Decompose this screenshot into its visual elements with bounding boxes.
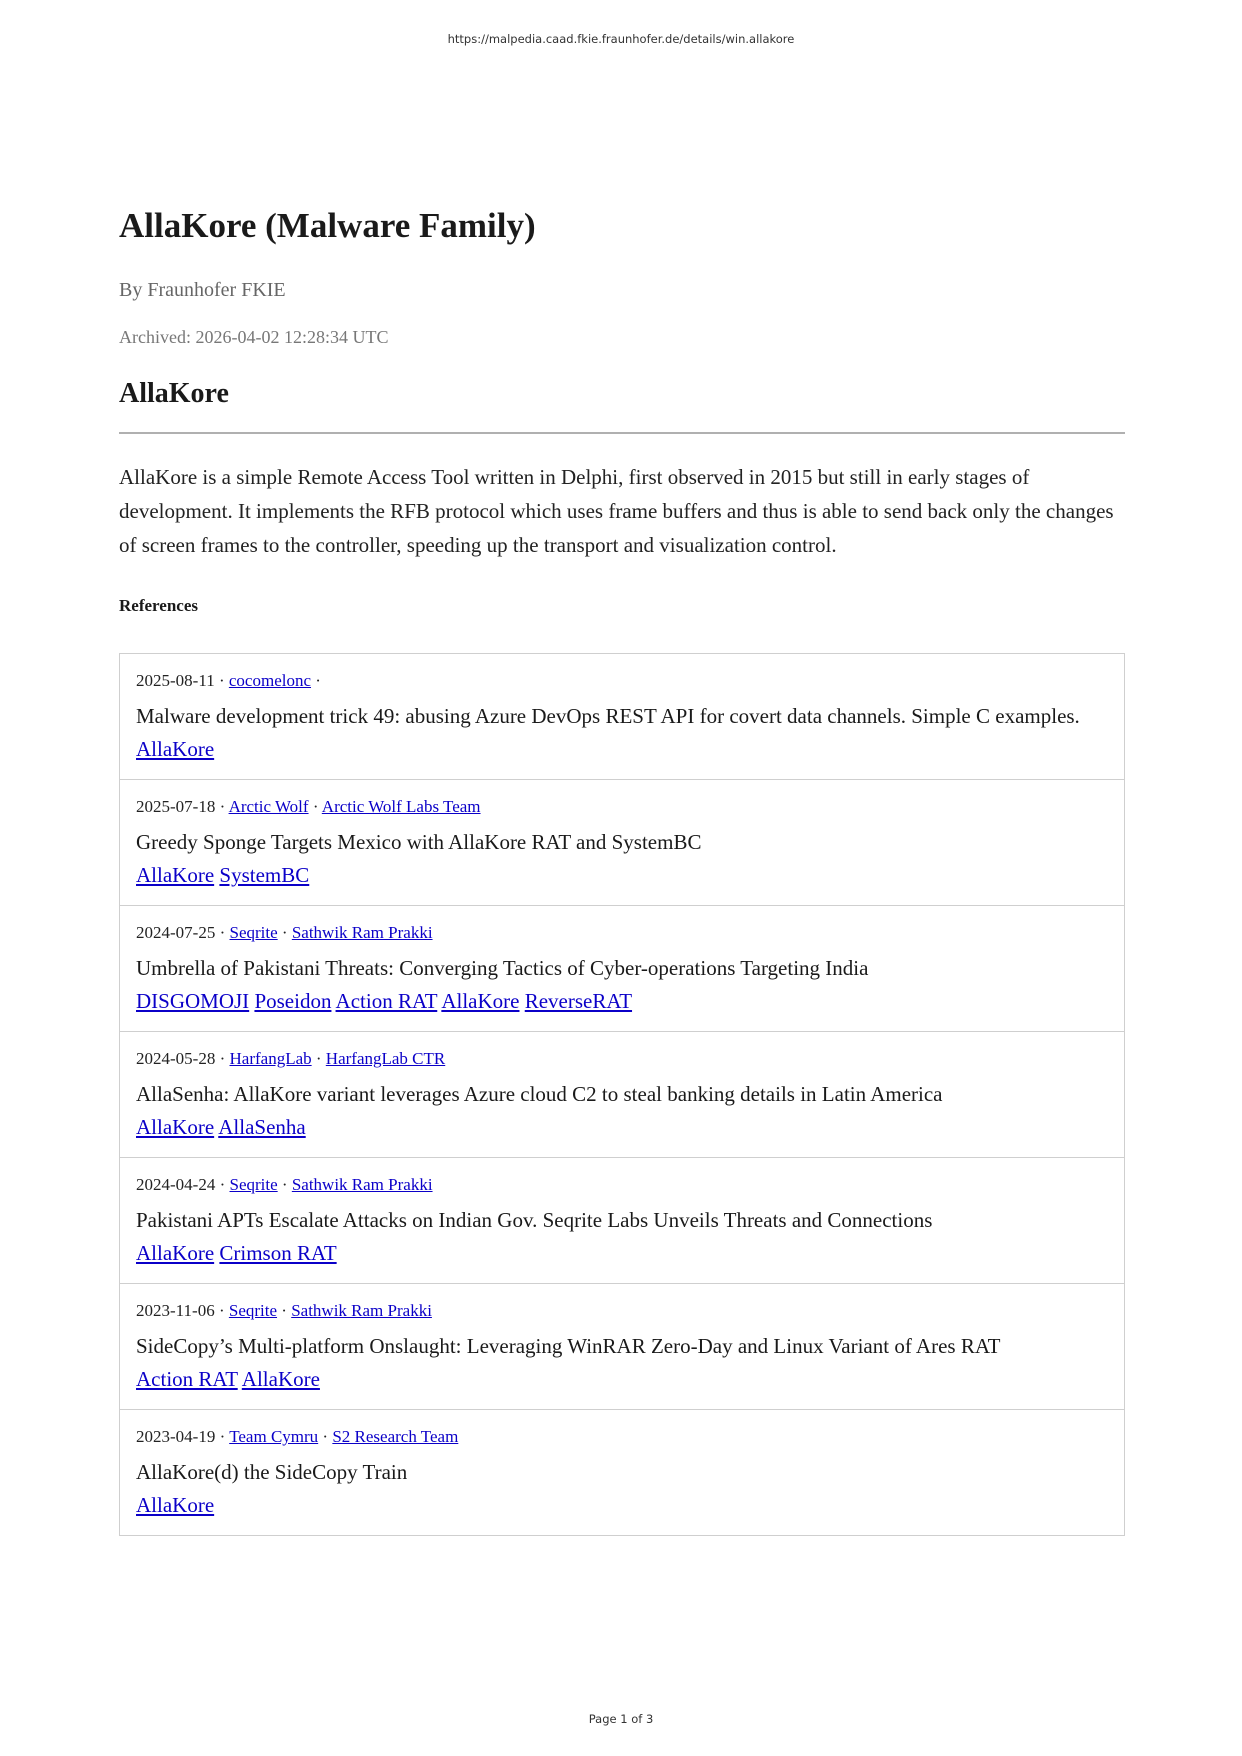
reference-date: 2024-04-24 (136, 1175, 216, 1194)
reference-family-tags (136, 1489, 1108, 1521)
reference-entry (120, 1283, 1124, 1409)
reference-meta: 2025-08-11 · cocomelonc · (136, 671, 321, 690)
reference-title: SideCopy’s Multi-platform Onslaught: Leveraging WinRAR Zero-Day and Linux Variant of Ares RAT (136, 1334, 1001, 1358)
page-title: AllaKore (Malware Family) (119, 206, 536, 245)
family-tag-link[interactable]: SystemBC (219, 863, 310, 887)
family-tag-link[interactable]: ReverseRAT (524, 989, 633, 1013)
reference-title: AllaKore(d) the SideCopy Train (136, 1460, 408, 1484)
family-tag-link[interactable]: AllaKore (136, 1493, 215, 1517)
reference-meta: 2025-07-18 · Arctic Wolf · Arctic Wolf Labs Team (136, 797, 481, 816)
family-tag-link[interactable]: Crimson RAT (219, 1241, 337, 1265)
references-heading: References (119, 596, 198, 615)
reference-entry (120, 905, 1124, 1031)
reference-date: 2025-08-11 (136, 671, 215, 690)
family-tag-link[interactable]: Action RAT (136, 1367, 238, 1391)
reference-entry (120, 779, 1124, 905)
reference-title: Pakistani APTs Escalate Attacks on Indian Gov. Seqrite Labs Unveils Threats and Connections (136, 1208, 933, 1232)
reference-family-tags (136, 859, 1108, 891)
references-list (119, 653, 1125, 1536)
section-divider (119, 432, 1125, 434)
family-tag-link[interactable]: AllaKore (441, 989, 520, 1013)
reference-title: Malware development trick 49: abusing Azure DevOps REST API for covert data channels. Simple C examples. (136, 704, 1080, 728)
reference-source-link[interactable]: Seqrite (229, 923, 278, 942)
reference-source-link[interactable]: S2 Research Team (332, 1427, 459, 1446)
reference-date: 2023-04-19 (136, 1427, 216, 1446)
reference-source-link[interactable]: Seqrite (229, 1175, 278, 1194)
family-tag-link[interactable]: AllaKore (136, 863, 215, 887)
family-tag-link[interactable]: AllaKore (241, 1367, 320, 1391)
reference-date: 2023-11-06 (136, 1301, 215, 1320)
reference-family-tags (136, 1237, 1108, 1269)
family-heading: AllaKore (119, 378, 229, 409)
reference-entry (120, 654, 1124, 779)
family-tag-link[interactable]: Poseidon (254, 989, 332, 1013)
document-body (119, 205, 1125, 1536)
reference-title: AllaSenha: AllaKore variant leverages Azure cloud C2 to steal banking details in Latin America (136, 1082, 943, 1106)
family-tag-link[interactable]: AllaKore (136, 737, 215, 761)
reference-source-link[interactable]: cocomelonc (228, 671, 312, 690)
reference-meta: 2024-04-24 · Seqrite · Sathwik Ram Prakki (136, 1175, 433, 1194)
reference-entry (120, 1157, 1124, 1283)
reference-meta: 2024-07-25 · Seqrite · Sathwik Ram Prakki (136, 923, 433, 942)
reference-source-link[interactable]: HarfangLab CTR (325, 1049, 446, 1068)
reference-family-tags (136, 1363, 1108, 1395)
family-tag-link[interactable]: AllaKore (136, 1241, 215, 1265)
reference-entry (120, 1409, 1124, 1535)
family-tag-link[interactable]: AllaKore (136, 1115, 215, 1139)
reference-family-tags (136, 985, 1108, 1017)
page-number: Page 1 of 3 (588, 1712, 654, 1726)
family-tag-link[interactable]: Action RAT (335, 989, 438, 1013)
byline: By Fraunhofer FKIE (119, 279, 286, 301)
reference-source-link[interactable]: Team Cymru (229, 1427, 319, 1446)
reference-source-link[interactable]: Sathwik Ram Prakki (291, 1301, 432, 1320)
reference-source-link[interactable]: Arctic Wolf Labs Team (321, 797, 481, 816)
reference-source-link[interactable]: Seqrite (228, 1301, 278, 1320)
reference-date: 2024-07-25 (136, 923, 216, 942)
family-tag-link[interactable]: DISGOMOJI (136, 989, 250, 1013)
archived-timestamp: Archived: 2026-04-02 12:28:34 UTC (119, 327, 389, 347)
reference-source-link[interactable]: HarfangLab (229, 1049, 312, 1068)
reference-family-tags (136, 733, 1108, 765)
family-tag-link[interactable]: AllaSenha (218, 1115, 306, 1139)
reference-source-link[interactable]: Sathwik Ram Prakki (291, 1175, 433, 1194)
reference-meta: 2023-04-19 · Team Cymru · S2 Research Team (136, 1427, 459, 1446)
reference-meta: 2023-11-06 · Seqrite · Sathwik Ram Prakki (136, 1301, 432, 1320)
page-url: https://malpedia.caad.fkie.fraunhofer.de/details/win.allakore (447, 32, 795, 46)
reference-date: 2024-05-28 (136, 1049, 216, 1068)
reference-family-tags (136, 1111, 1108, 1143)
reference-date: 2025-07-18 (136, 797, 216, 816)
family-description: AllaKore is a simple Remote Access Tool written in Delphi, first observed in 2015 but still in early stages of development. It implements the RFB protocol which uses frame buffers and thus is able to send back only the changes of screen frames to the controller, speeding up the transport and visualization control. (119, 465, 1114, 557)
reference-source-link[interactable]: Arctic Wolf (228, 797, 309, 816)
reference-title: Umbrella of Pakistani Threats: Converging Tactics of Cyber-operations Targeting India (136, 956, 869, 980)
reference-entry (120, 1031, 1124, 1157)
reference-source-link[interactable]: Sathwik Ram Prakki (291, 923, 433, 942)
reference-title: Greedy Sponge Targets Mexico with AllaKore RAT and SystemBC (136, 830, 702, 854)
reference-meta: 2024-05-28 · HarfangLab · HarfangLab CTR (136, 1049, 446, 1068)
